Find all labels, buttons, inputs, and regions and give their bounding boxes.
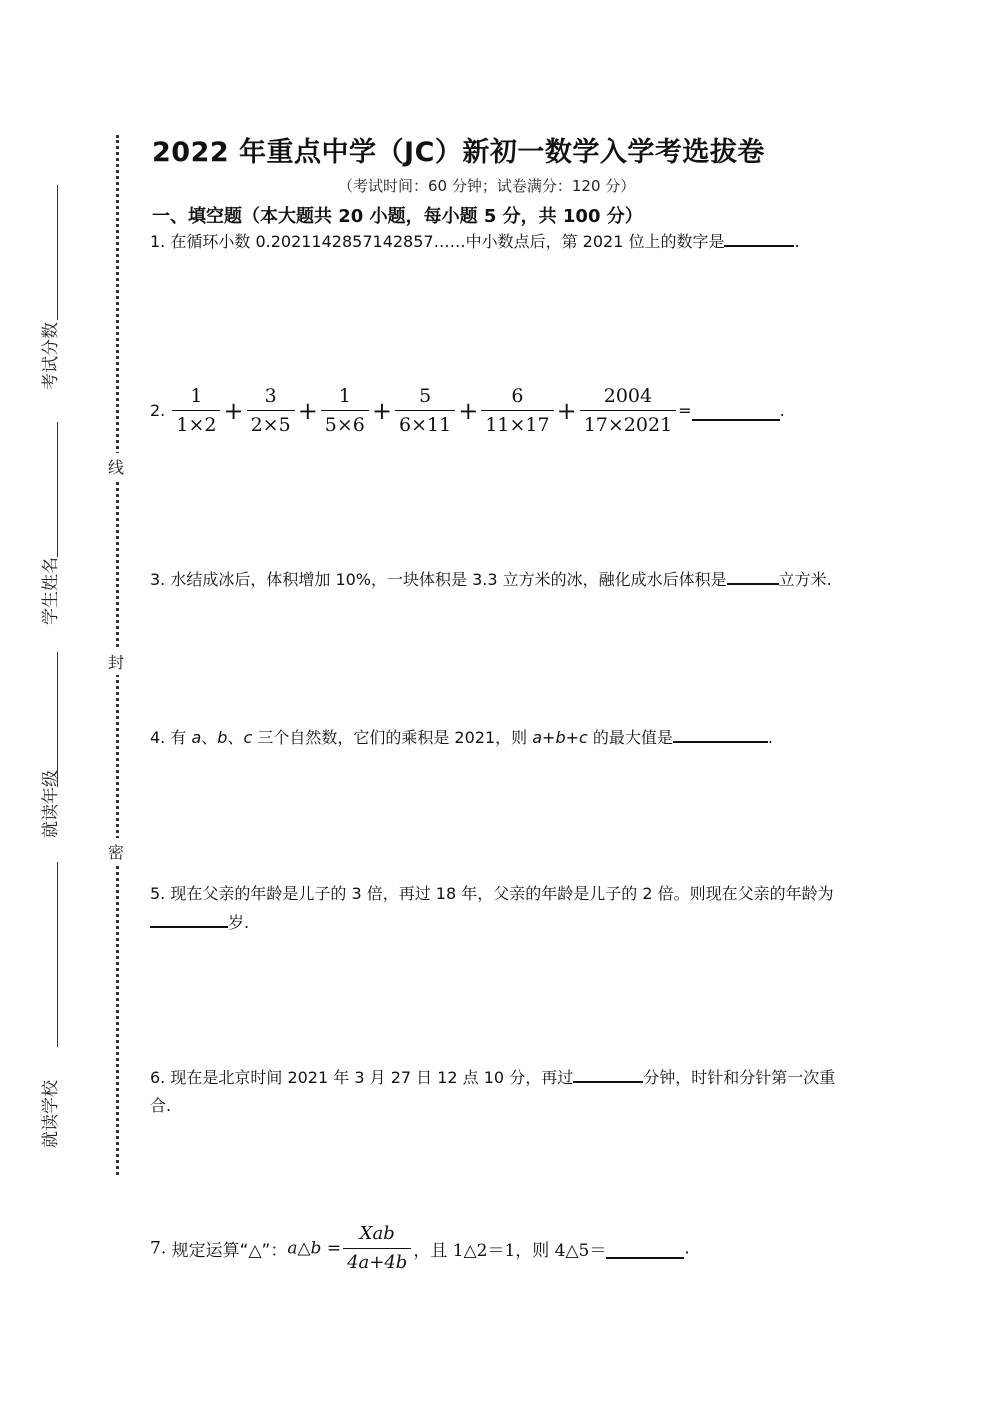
section-heading: 一、填空题（本大题共 20 小题，每小题 5 分，共 100 分） bbox=[152, 206, 643, 227]
question-1: 1. 在循环小数 0.2021142857142857……中小数点后，第 2021 位上的数字是 . bbox=[150, 227, 855, 256]
plus-sign: + bbox=[371, 396, 393, 425]
answer-blank[interactable] bbox=[606, 1239, 684, 1259]
answer-blank[interactable] bbox=[673, 723, 768, 743]
question-number: 4. bbox=[150, 728, 166, 747]
grade-underline bbox=[57, 652, 58, 787]
question-number: 6. bbox=[150, 1068, 166, 1087]
question-text: 现在是北京时间 2021 年 3 月 27 日 12 点 10 分，再过 bbox=[170, 1068, 574, 1087]
question-7: 7. 规定运算“△”：a△b = $\frac{\text{Xab}}{4a+4b}$ ，且 1△2＝1，则 4△5＝ . bbox=[150, 1223, 690, 1273]
margin-field-school: 就读学校 bbox=[41, 1080, 61, 1148]
fraction: $\frac{\text{Xab}}{4a+4b}$ bbox=[343, 1222, 411, 1275]
fraction: $\frac{1}{5\times 6}$ bbox=[321, 384, 369, 437]
question-number: 2. bbox=[150, 401, 166, 420]
plus-sign: + bbox=[556, 396, 577, 425]
question-text: 水结成冰后，体积增加 10%，一块体积是 3.3 立方米的冰，融化成水后体积是 bbox=[170, 570, 727, 589]
question-2: 2. $\frac{1}{1\times 2}$ + $\frac{3}{2\times 5}$ + $\frac{1}{5\times 6}$ + $\frac{5}{6\times 11}$ + $\frac{6}{11\times 17}$ + $\frac{2004}{17\times 2021}$ = . bbox=[150, 385, 785, 436]
seal-char-xian: 线 bbox=[108, 453, 124, 480]
margin-field-grade: 就读年级 bbox=[41, 770, 61, 838]
question-5: 5. 现在父亲的年龄是儿子的 3 倍，再过 18 年，父亲的年龄是儿子的 2 倍。则现在父亲的年龄为岁. bbox=[150, 884, 834, 932]
equals-sign: = bbox=[678, 401, 692, 420]
seal-char-mi: 密 bbox=[108, 838, 124, 865]
score-underline bbox=[57, 185, 58, 320]
answer-blank[interactable] bbox=[724, 227, 794, 247]
question-number: 3. bbox=[150, 570, 166, 589]
fraction: $\frac{3}{2\times 5}$ bbox=[247, 384, 295, 437]
plus-sign: + bbox=[297, 396, 318, 425]
question-6: 6. 现在是北京时间 2021 年 3 月 27 日 12 点 10 分，再过 分钟，时针和分针第一次重合. bbox=[150, 1063, 855, 1120]
fraction: $\frac{6}{11\times 17}$ bbox=[481, 384, 553, 437]
question-4: 4. 有 a、b、c 三个自然数，它们的乘积是 2021，则 a+b+c 的最大值是 . bbox=[150, 723, 855, 752]
plus-sign: + bbox=[223, 396, 244, 425]
name-underline bbox=[57, 422, 58, 557]
fraction: $\frac{2004}{17\times 2021}$ bbox=[580, 384, 676, 437]
margin-field-name: 学生姓名 bbox=[41, 557, 61, 625]
fraction: $\frac{5}{6\times 11}$ bbox=[395, 384, 455, 437]
question-text: 现在父亲的年龄是儿子的 3 倍，再过 18 年，父亲的年龄是儿子的 2 倍。则现在父亲的年龄为 bbox=[170, 884, 834, 903]
question-text: 在循环小数 0.2021142857142857……中小数点后，第 2021 位上的数字是 bbox=[170, 232, 725, 251]
school-underline bbox=[57, 862, 58, 1047]
answer-blank[interactable] bbox=[727, 565, 779, 585]
question-3: 3. 水结成冰后，体积增加 10%，一块体积是 3.3 立方米的冰，融化成水后体积是 立方米. bbox=[150, 565, 855, 594]
seal-char-feng: 封 bbox=[108, 648, 124, 675]
fraction: $\frac{1}{1\times 2}$ bbox=[172, 384, 220, 437]
question-number: 5. bbox=[150, 884, 166, 903]
margin-field-score: 考试分数 bbox=[41, 322, 61, 390]
question-number: 7. bbox=[150, 1238, 167, 1259]
page-title: 2022 年重点中学（JC）新初一数学入学考选拔卷 bbox=[152, 137, 765, 168]
question-number: 1. bbox=[150, 232, 166, 251]
answer-blank[interactable] bbox=[573, 1063, 643, 1083]
answer-blank[interactable] bbox=[150, 908, 228, 928]
answer-blank[interactable] bbox=[692, 401, 780, 421]
exam-info: （考试时间：60 分钟；试卷满分：120 分） bbox=[338, 177, 636, 195]
plus-sign: + bbox=[458, 396, 479, 425]
